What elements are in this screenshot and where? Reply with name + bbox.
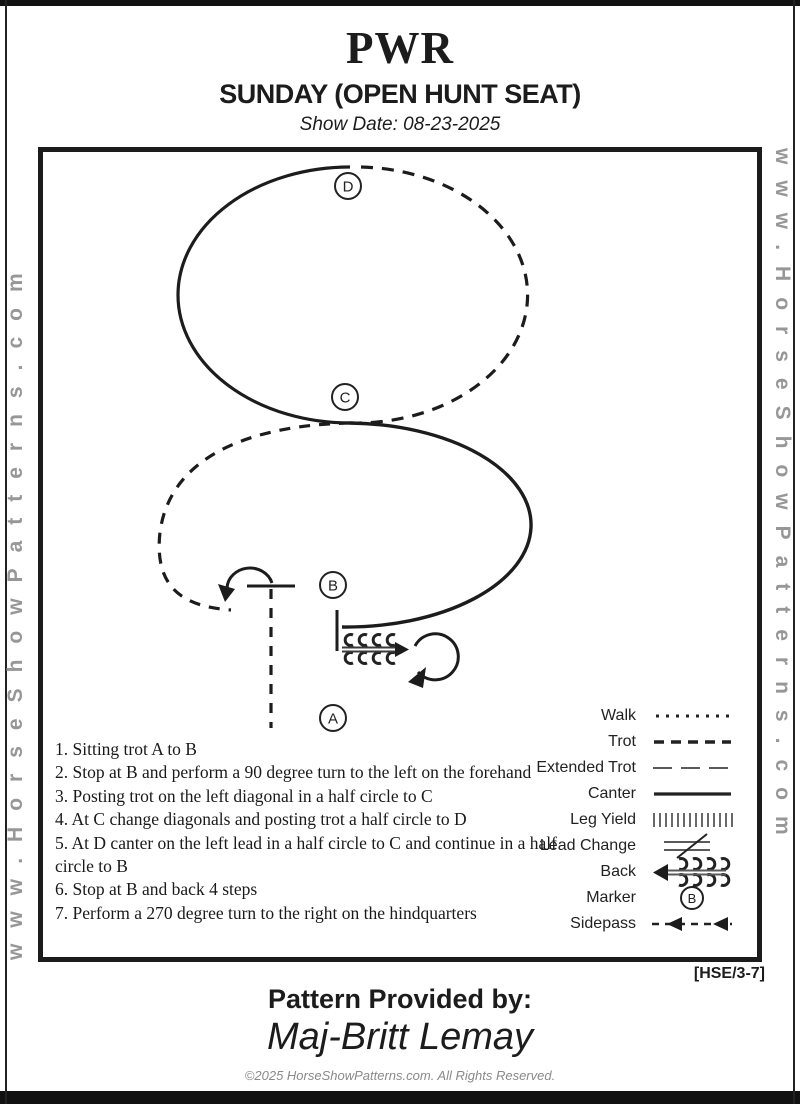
marker-a — [320, 705, 346, 731]
legend-row-canter — [526, 781, 736, 807]
marker-b — [320, 572, 346, 598]
canter-top-circle-left — [178, 167, 350, 423]
instruction-step: 5. At D canter on the left lead in a half circle to C and continue in a half circle to B — [55, 832, 557, 877]
trot-top-circle-right — [350, 167, 528, 423]
legend-row-sidepass — [526, 911, 736, 937]
legend-label: Canter — [587, 785, 636, 802]
legend-label: Lead Change — [539, 837, 636, 854]
trot-dashed-line-icon — [650, 737, 734, 747]
legend-row-extended-trot — [526, 755, 736, 781]
legend-label: Extended Trot — [536, 759, 636, 776]
show-date: Show Date: 08-23-2025 — [299, 114, 501, 135]
provided-by-label: Pattern Provided by: — [267, 984, 533, 1014]
leg-yield-hatch-icon — [650, 811, 734, 829]
instruction-step: 1. Sitting trot A to B — [55, 739, 197, 759]
legend-row-walk — [526, 703, 736, 729]
legend-label: Sidepass — [570, 915, 636, 932]
legend-label: Trot — [608, 733, 636, 750]
turn-270-right-arrowhead — [408, 667, 426, 688]
watermark-right: www.HorseShowPatterns.com — [771, 148, 794, 851]
instruction-step: 7. Perform a 270 degree turn to the right on the hindquarters — [55, 902, 477, 923]
top-border-bar — [0, 0, 800, 6]
marker-c-letter: C — [339, 389, 351, 407]
marker-d-letter: D — [342, 178, 354, 196]
class-subtitle: SUNDAY (OPEN HUNT SEAT) — [219, 79, 581, 109]
marker-circled-letter-icon — [650, 886, 734, 910]
instructions-list — [55, 738, 569, 925]
instruction-step: 6. Stop at B and back 4 steps — [55, 879, 258, 900]
back-arrowhead — [395, 642, 409, 657]
legend-row-trot — [526, 729, 736, 755]
legend-label: Walk — [601, 707, 636, 724]
back-icon — [650, 855, 734, 889]
provided-by-name: Maj-Britt Lemay — [266, 1016, 534, 1058]
walk-dotted-line-icon — [650, 711, 734, 721]
turn-90-left-arrowhead — [218, 584, 235, 602]
marker-b-letter: B — [327, 577, 339, 595]
legend-row-leg-yield — [526, 807, 736, 833]
instruction-step: 3. Posting trot on the left diagonal in a half circle to C — [55, 785, 433, 806]
watermark-left: www.HorseShowPatterns.com — [4, 257, 27, 960]
extended-trot-line-icon — [650, 763, 734, 773]
page-title: PWR — [346, 23, 454, 73]
copyright-line: ©2025 HorseShowPatterns.com. All Rights Reserved. — [244, 1068, 556, 1083]
legend-label: Marker — [586, 889, 636, 906]
instruction-step: 4. At C change diagonals and posting trot a half circle to D — [55, 809, 467, 830]
marker-c — [332, 384, 358, 410]
legend-label: Back — [600, 863, 636, 880]
bottom-border-bar — [0, 1091, 800, 1104]
gait-legend — [526, 703, 736, 937]
legend-marker-letter: B — [680, 886, 704, 910]
canter-solid-line-icon — [650, 789, 734, 799]
canter-bottom-circle-right — [342, 423, 531, 627]
instruction-step: 2. Stop at B and perform a 90 degree turn to the left on the forehand — [55, 762, 532, 783]
marker-d — [335, 173, 361, 199]
legend-row-marker — [526, 885, 736, 911]
legend-row-back — [526, 859, 736, 885]
legend-label: Leg Yield — [570, 811, 636, 828]
marker-a-letter: A — [327, 710, 339, 728]
sidepass-icon — [650, 916, 734, 932]
pattern-code: [HSE/3-7] — [693, 965, 765, 982]
back-symbol — [345, 635, 395, 664]
arena-box — [38, 147, 762, 962]
